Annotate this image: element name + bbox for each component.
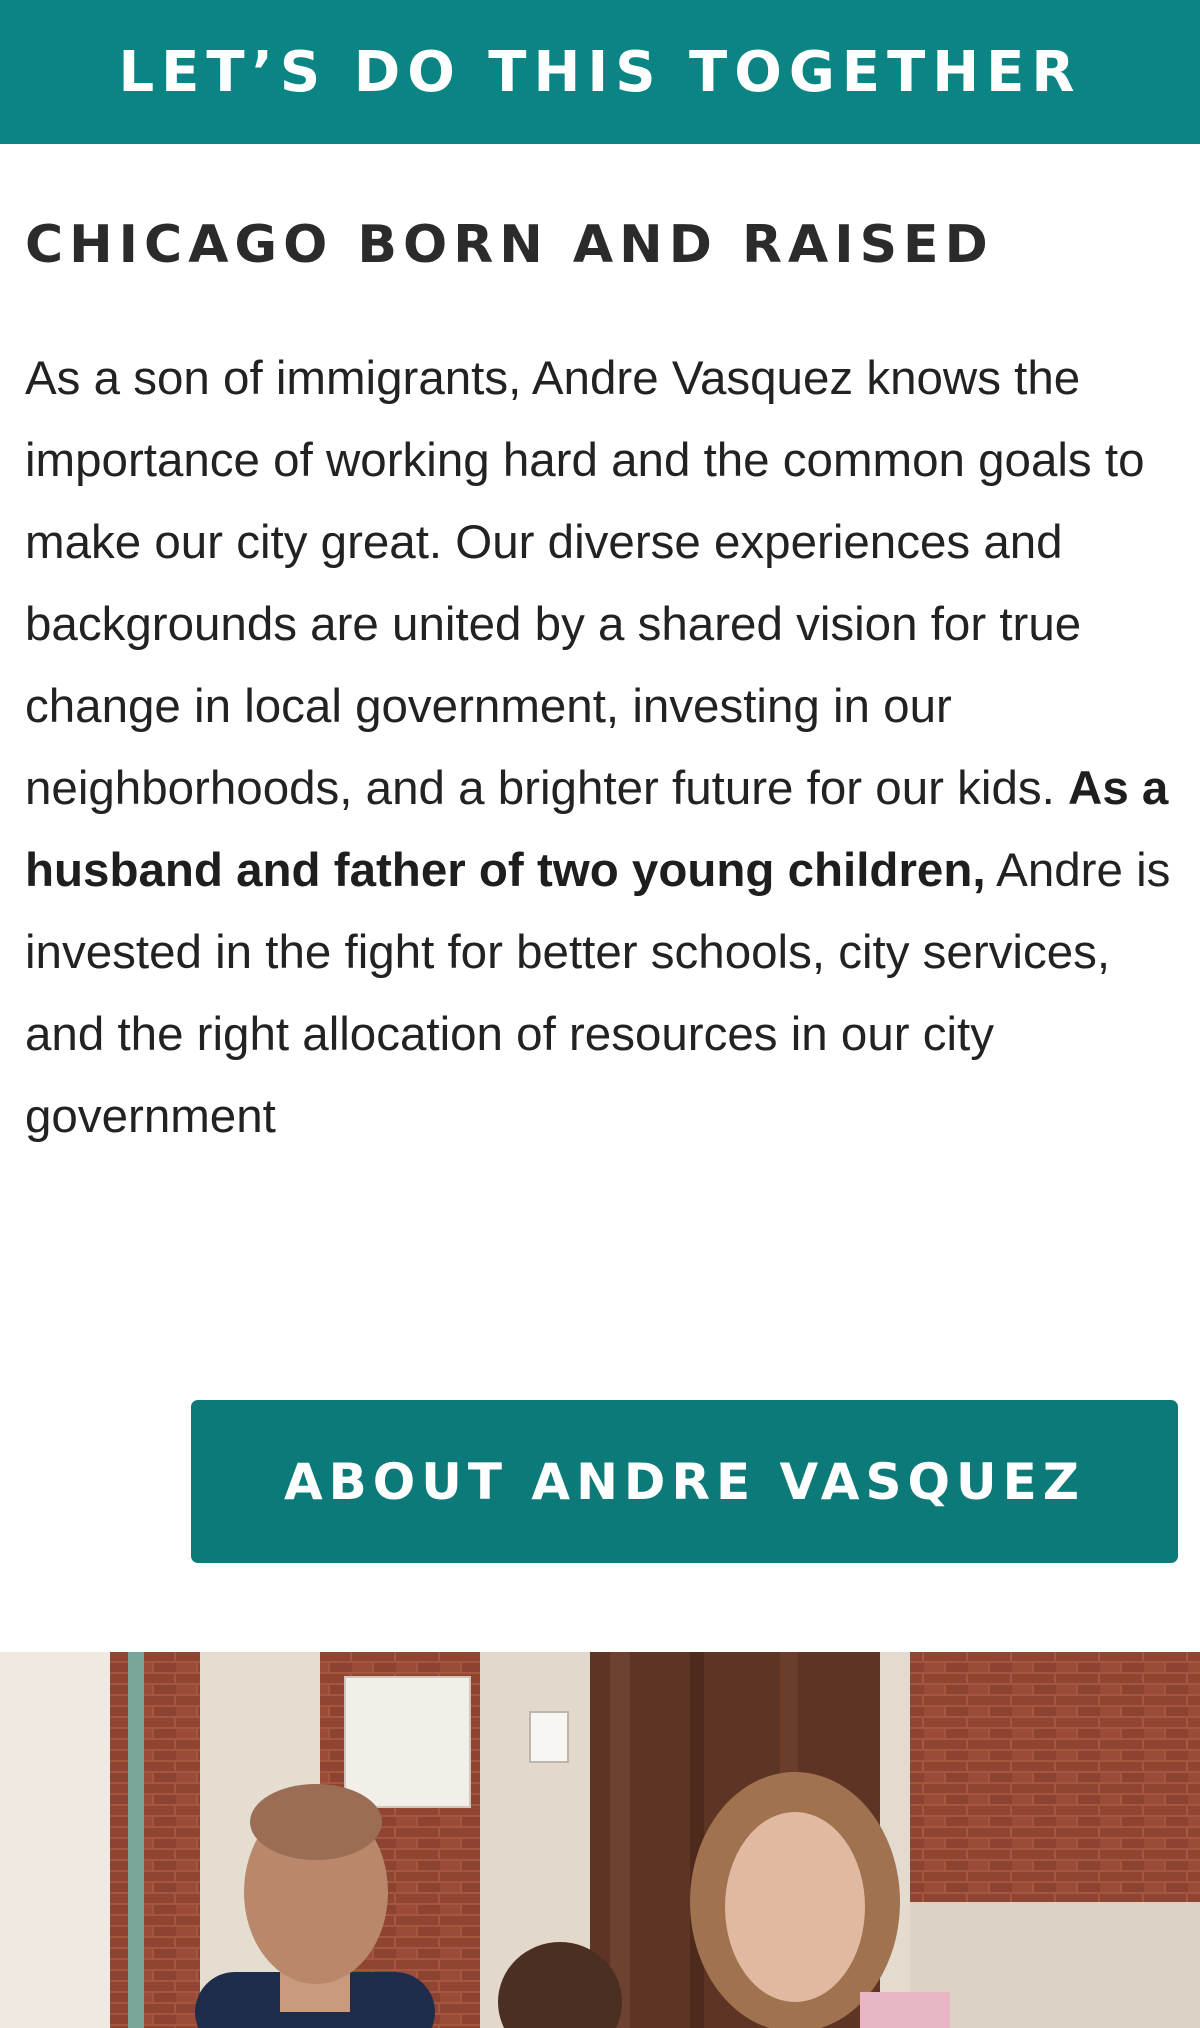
family-photo <box>0 1652 1200 2028</box>
section-heading: CHICAGO BORN AND RAISED <box>25 215 994 275</box>
bio-bold-text: As a husband and father of two young children, <box>25 762 1169 897</box>
bio-outro-text: Andre is invested in the fight for better schools, city services, and the right allocation of resources in our city government <box>25 844 1171 1143</box>
bio-paragraph <box>25 338 1185 1158</box>
banner-title: LET’S DO THIS TOGETHER <box>118 39 1082 105</box>
about-andre-button[interactable]: ABOUT ANDRE VASQUEZ <box>191 1400 1178 1563</box>
top-banner <box>0 0 1200 144</box>
bio-intro-text: As a son of immigrants, Andre Vasquez knows the importance of working hard and the common goals to make our city great. Our diverse experiences and backgrounds are united by a shared vision for true change in local government, investing in our neighborhoods, and a brighter future for our kids. <box>25 352 1145 815</box>
family-photo-illustration <box>0 1652 1200 2028</box>
